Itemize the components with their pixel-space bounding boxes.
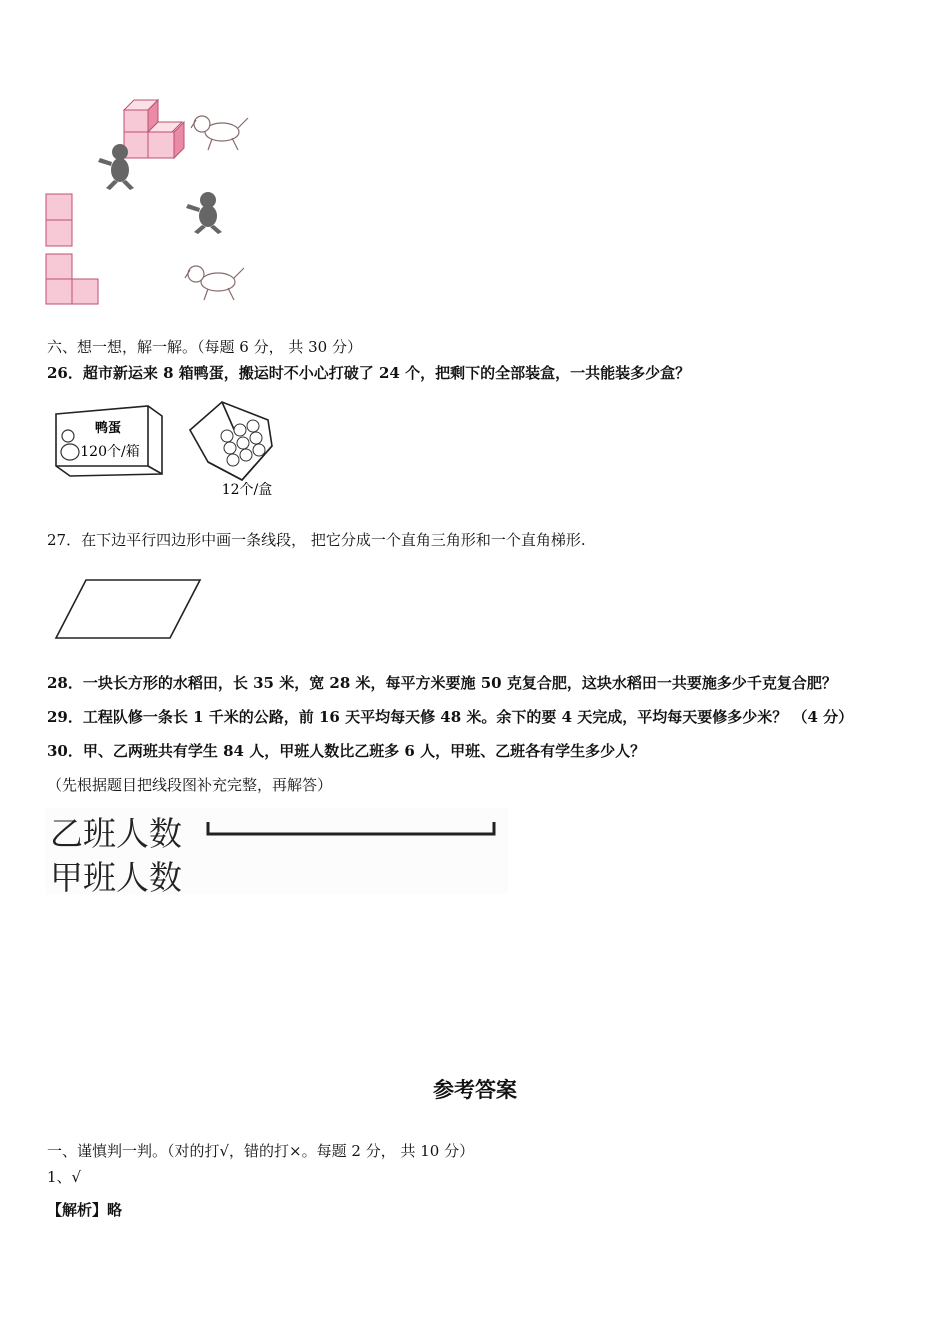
duck-icon [61,430,79,460]
answer-item-1: 1、√ [47,1168,82,1186]
eggs [221,420,265,466]
parallelogram[interactable] [56,580,200,638]
yi-segment[interactable] [204,820,500,842]
parallelogram-figure [44,560,214,645]
answer-analysis: 【解析】略 [47,1201,123,1219]
view-front [46,194,72,246]
tray-label: 12个/盒 [221,482,273,498]
label-jia-class: 甲班人数 [50,858,182,897]
question-27: 27．在下边平行四边形中画一条线段， 把它分成一个直角三角形和一个直角梯形. [47,531,586,549]
segment-diagram [46,808,508,897]
box-title: 鸭蛋 [94,421,122,436]
dog-icon [185,266,244,300]
box-label: 120个/箱 [80,444,140,460]
question-30-note: （先根据题目把线段图补充完整，再解答） [47,776,333,794]
view-side [46,254,98,304]
answer-title: 参考答案 [433,1077,517,1102]
label-yi-class: 乙班人数 [50,814,182,853]
q26-figure [52,400,282,500]
question-29: 29．工程队修一条长 1 千米的公路，前 16 天平均每天修 48 米。余下的要 4 天完成，平均每天要修多少米？ （4 分） [47,708,854,726]
question-28: 28．一块长方形的水稻田，长 35 米，宽 28 米，每平方米要施 50 克复合肥，这块水稻田一共要施多少千克复合肥？ [47,674,837,692]
answer-section-1: 一、谨慎判一判。（对的打√，错的打×。每题 2 分， 共 10 分） [47,1142,475,1160]
question-30: 30．甲、乙两班共有学生 84 人，甲班人数比乙班多 6 人，甲班、乙班各有学生多少人？ [47,742,646,760]
monkey-icon [186,192,222,234]
cube-figure [44,92,254,308]
dog-icon [191,116,248,150]
question-26: 26．超市新运来 8 箱鸭蛋，搬运时不小心打破了 24 个，把剩下的全部装盒，一共能装多少盒？ [47,364,691,382]
section-heading: 六、想一想，解一解。（每题 6 分， 共 30 分） [47,338,362,356]
cube-stack-3d [124,100,184,158]
